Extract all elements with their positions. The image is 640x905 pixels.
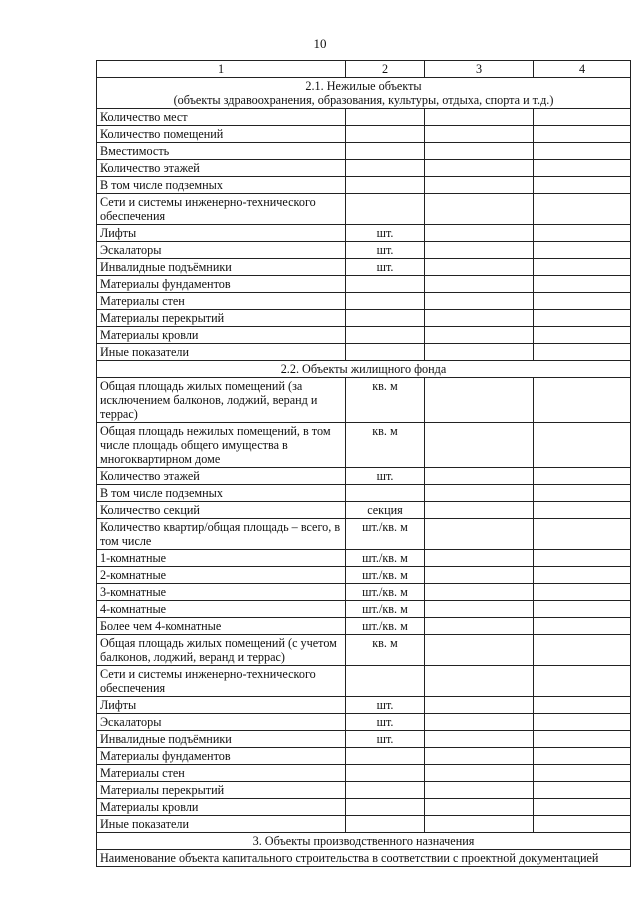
row-unit bbox=[346, 485, 425, 502]
value-cell-3 bbox=[425, 259, 534, 276]
value-cell-3 bbox=[425, 242, 534, 259]
value-cell-4 bbox=[534, 502, 631, 519]
row-label: Материалы фундаментов bbox=[97, 276, 346, 293]
table-row bbox=[97, 177, 631, 194]
value-cell-4 bbox=[534, 765, 631, 782]
row-label: Эскалаторы bbox=[97, 242, 346, 259]
value-cell-3 bbox=[425, 816, 534, 833]
row-unit bbox=[346, 799, 425, 816]
value-cell-3 bbox=[425, 502, 534, 519]
row-unit: шт./кв. м bbox=[346, 584, 425, 601]
value-cell-3 bbox=[425, 310, 534, 327]
row-label: 1-комнатные bbox=[97, 550, 346, 567]
value-cell-3 bbox=[425, 731, 534, 748]
value-cell-4 bbox=[534, 194, 631, 225]
value-cell-3 bbox=[425, 423, 534, 468]
row-label: Иные показатели bbox=[97, 344, 346, 361]
row-label: 2-комнатные bbox=[97, 567, 346, 584]
row-unit bbox=[346, 177, 425, 194]
value-cell-3 bbox=[425, 601, 534, 618]
table-row bbox=[97, 714, 631, 731]
row-unit: секция bbox=[346, 502, 425, 519]
value-cell-4 bbox=[534, 519, 631, 550]
section-header bbox=[97, 78, 631, 109]
column-header: 1 bbox=[97, 61, 346, 78]
value-cell-4 bbox=[534, 293, 631, 310]
table-row bbox=[97, 126, 631, 143]
row-unit bbox=[346, 126, 425, 143]
table-row bbox=[97, 782, 631, 799]
value-cell-3 bbox=[425, 748, 534, 765]
value-cell-4 bbox=[534, 816, 631, 833]
value-cell-3 bbox=[425, 276, 534, 293]
table-row bbox=[97, 550, 631, 567]
table-row bbox=[97, 327, 631, 344]
value-cell-4 bbox=[534, 635, 631, 666]
row-label: Лифты bbox=[97, 225, 346, 242]
row-label: Количество секций bbox=[97, 502, 346, 519]
value-cell-3 bbox=[425, 143, 534, 160]
section-title: 2.2. Объекты жилищного фонда bbox=[97, 361, 631, 378]
row-unit bbox=[346, 143, 425, 160]
row-unit bbox=[346, 748, 425, 765]
table-row bbox=[97, 519, 631, 550]
value-cell-3 bbox=[425, 618, 534, 635]
row-label: Сети и системы инженерно-технического обеспечения bbox=[97, 194, 346, 225]
value-cell-4 bbox=[534, 109, 631, 126]
table-row bbox=[97, 259, 631, 276]
row-label: Материалы стен bbox=[97, 765, 346, 782]
table-row bbox=[97, 423, 631, 468]
row-unit bbox=[346, 310, 425, 327]
table-row bbox=[97, 731, 631, 748]
table-row bbox=[97, 143, 631, 160]
value-cell-3 bbox=[425, 194, 534, 225]
section-title: 3. Объекты производственного назначения bbox=[97, 833, 631, 850]
page-number: 10 bbox=[313, 36, 327, 51]
column-header: 4 bbox=[534, 61, 631, 78]
table-row bbox=[97, 697, 631, 714]
value-cell-4 bbox=[534, 799, 631, 816]
value-cell-4 bbox=[534, 550, 631, 567]
table-row bbox=[97, 567, 631, 584]
specs-table bbox=[96, 60, 631, 867]
table-row bbox=[97, 378, 631, 423]
table-row bbox=[97, 485, 631, 502]
value-cell-3 bbox=[425, 782, 534, 799]
table-row bbox=[97, 601, 631, 618]
value-cell-4 bbox=[534, 225, 631, 242]
table-row bbox=[97, 344, 631, 361]
value-cell-3 bbox=[425, 468, 534, 485]
value-cell-3 bbox=[425, 635, 534, 666]
row-label: Материалы стен bbox=[97, 293, 346, 310]
row-label: Количество помещений bbox=[97, 126, 346, 143]
value-cell-4 bbox=[534, 468, 631, 485]
value-cell-4 bbox=[534, 327, 631, 344]
row-label: Материалы кровли bbox=[97, 799, 346, 816]
value-cell-3 bbox=[425, 293, 534, 310]
value-cell-4 bbox=[534, 126, 631, 143]
row-label: Количество мест bbox=[97, 109, 346, 126]
value-cell-3 bbox=[425, 160, 534, 177]
value-cell-4 bbox=[534, 697, 631, 714]
column-header-row bbox=[97, 61, 631, 78]
row-unit: шт. bbox=[346, 731, 425, 748]
section-header-row bbox=[97, 361, 631, 378]
value-cell-3 bbox=[425, 344, 534, 361]
row-label: Инвалидные подъёмники bbox=[97, 259, 346, 276]
table-row bbox=[97, 293, 631, 310]
value-cell-4 bbox=[534, 160, 631, 177]
row-label: Количество квартир/общая площадь – всего, в том числе bbox=[97, 519, 346, 550]
table-row bbox=[97, 276, 631, 293]
value-cell-4 bbox=[534, 666, 631, 697]
value-cell-3 bbox=[425, 550, 534, 567]
row-label: Общая площадь жилых помещений (с учетом балконов, лоджий, веранд и террас) bbox=[97, 635, 346, 666]
table-row bbox=[97, 225, 631, 242]
value-cell-4 bbox=[534, 782, 631, 799]
value-cell-3 bbox=[425, 799, 534, 816]
value-cell-4 bbox=[534, 242, 631, 259]
table-row bbox=[97, 468, 631, 485]
row-label: Иные показатели bbox=[97, 816, 346, 833]
row-unit: кв. м bbox=[346, 635, 425, 666]
table-row bbox=[97, 310, 631, 327]
value-cell-3 bbox=[425, 109, 534, 126]
section-header-row bbox=[97, 833, 631, 850]
value-cell-4 bbox=[534, 177, 631, 194]
row-unit: шт./кв. м bbox=[346, 519, 425, 550]
row-label: 3-комнатные bbox=[97, 584, 346, 601]
row-unit bbox=[346, 327, 425, 344]
row-label: Общая площадь нежилых помещений, в том числе площадь общего имущества в многоквартирном доме bbox=[97, 423, 346, 468]
row-unit bbox=[346, 194, 425, 225]
table-row bbox=[97, 618, 631, 635]
row-unit: кв. м bbox=[346, 378, 425, 423]
table-row bbox=[97, 502, 631, 519]
table-row bbox=[97, 635, 631, 666]
value-cell-4 bbox=[534, 485, 631, 502]
row-unit bbox=[346, 293, 425, 310]
row-unit: шт./кв. м bbox=[346, 601, 425, 618]
column-header: 2 bbox=[346, 61, 425, 78]
table-row bbox=[97, 666, 631, 697]
table-row bbox=[97, 194, 631, 225]
row-unit bbox=[346, 765, 425, 782]
row-unit: шт. bbox=[346, 242, 425, 259]
row-label: Лифты bbox=[97, 697, 346, 714]
value-cell-3 bbox=[425, 714, 534, 731]
row-label: Наименование объекта капитального строительства в соответствии с проектной документацией bbox=[97, 850, 631, 867]
value-cell-3 bbox=[425, 666, 534, 697]
value-cell-3 bbox=[425, 327, 534, 344]
table-row bbox=[97, 109, 631, 126]
value-cell-3 bbox=[425, 567, 534, 584]
row-unit bbox=[346, 666, 425, 697]
value-cell-4 bbox=[534, 259, 631, 276]
section-header-row bbox=[97, 78, 631, 109]
table-row bbox=[97, 816, 631, 833]
row-unit bbox=[346, 160, 425, 177]
value-cell-3 bbox=[425, 697, 534, 714]
column-header: 3 bbox=[425, 61, 534, 78]
row-unit: кв. м bbox=[346, 423, 425, 468]
row-label: Эскалаторы bbox=[97, 714, 346, 731]
value-cell-4 bbox=[534, 143, 631, 160]
value-cell-4 bbox=[534, 276, 631, 293]
row-label: Более чем 4-комнатные bbox=[97, 618, 346, 635]
value-cell-4 bbox=[534, 378, 631, 423]
row-unit bbox=[346, 344, 425, 361]
value-cell-3 bbox=[425, 378, 534, 423]
value-cell-4 bbox=[534, 423, 631, 468]
row-label: Вместимость bbox=[97, 143, 346, 160]
row-unit: шт./кв. м bbox=[346, 618, 425, 635]
row-label: Инвалидные подъёмники bbox=[97, 731, 346, 748]
row-unit: шт. bbox=[346, 225, 425, 242]
value-cell-3 bbox=[425, 177, 534, 194]
value-cell-4 bbox=[534, 618, 631, 635]
row-unit bbox=[346, 276, 425, 293]
value-cell-4 bbox=[534, 310, 631, 327]
row-label: Количество этажей bbox=[97, 160, 346, 177]
value-cell-4 bbox=[534, 344, 631, 361]
table-row bbox=[97, 748, 631, 765]
value-cell-3 bbox=[425, 485, 534, 502]
value-cell-3 bbox=[425, 584, 534, 601]
row-label: 4-комнатные bbox=[97, 601, 346, 618]
row-unit bbox=[346, 109, 425, 126]
row-label: В том числе подземных bbox=[97, 177, 346, 194]
value-cell-4 bbox=[534, 584, 631, 601]
row-label: Материалы фундаментов bbox=[97, 748, 346, 765]
value-cell-4 bbox=[534, 601, 631, 618]
row-label: Общая площадь жилых помещений (за исключением балконов, лоджий, веранд и террас) bbox=[97, 378, 346, 423]
row-unit: шт. bbox=[346, 697, 425, 714]
row-label: Материалы перекрытий bbox=[97, 310, 346, 327]
table-row bbox=[97, 242, 631, 259]
table-row bbox=[97, 584, 631, 601]
section-subtitle: (объекты здравоохранения, образования, культуры, отдыха, спорта и т.д.) bbox=[173, 93, 554, 107]
row-unit: шт. bbox=[346, 468, 425, 485]
row-unit: шт./кв. м bbox=[346, 567, 425, 584]
table-row bbox=[97, 799, 631, 816]
value-cell-4 bbox=[534, 567, 631, 584]
row-unit: шт. bbox=[346, 714, 425, 731]
table-row bbox=[97, 765, 631, 782]
row-unit: шт./кв. м bbox=[346, 550, 425, 567]
row-label: Сети и системы инженерно-технического обеспечения bbox=[97, 666, 346, 697]
row-label: В том числе подземных bbox=[97, 485, 346, 502]
value-cell-4 bbox=[534, 731, 631, 748]
section-title: 2.1. Нежилые объекты bbox=[305, 79, 422, 93]
row-unit: шт. bbox=[346, 259, 425, 276]
table-row bbox=[97, 850, 631, 867]
row-label: Материалы кровли bbox=[97, 327, 346, 344]
value-cell-3 bbox=[425, 225, 534, 242]
value-cell-4 bbox=[534, 714, 631, 731]
value-cell-3 bbox=[425, 765, 534, 782]
row-label: Количество этажей bbox=[97, 468, 346, 485]
value-cell-3 bbox=[425, 126, 534, 143]
row-unit bbox=[346, 816, 425, 833]
row-unit bbox=[346, 782, 425, 799]
value-cell-3 bbox=[425, 519, 534, 550]
value-cell-4 bbox=[534, 748, 631, 765]
table-row bbox=[97, 160, 631, 177]
row-label: Материалы перекрытий bbox=[97, 782, 346, 799]
